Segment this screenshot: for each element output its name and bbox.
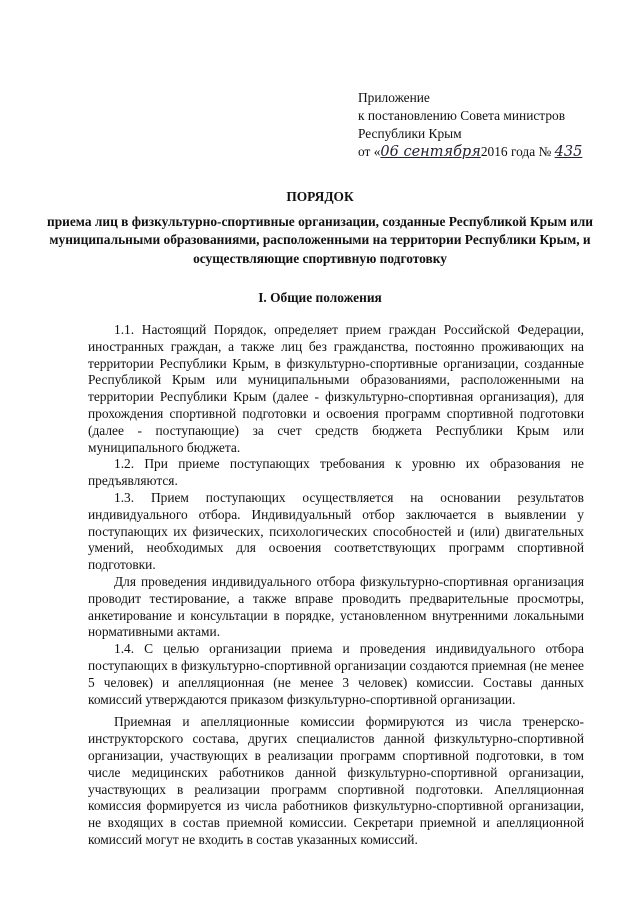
document-body bbox=[88, 322, 584, 849]
paragraph-selection: Для проведения индивидуального отбора физкультурно-спортивная организация проводит тестирование, а также вправе проводить предварительные просмотры, анкетирование и консультации в порядке, установленном внутренними локальными нормативными актами. bbox=[88, 573, 584, 640]
paragraph-1-2: 1.2. При приеме поступающих требования к уровню их образования не предъявляются. bbox=[88, 456, 584, 489]
appendix-header bbox=[358, 89, 582, 161]
document-subtitle: приема лиц в физкультурно-спортивные организации, созданные Республикой Крым или муниципальными образованиями, расположенными на территории Республики Крым, и осуществляющие спортивную подготовку bbox=[46, 213, 593, 266]
document-title-block bbox=[40, 188, 600, 268]
paragraph-1-3: 1.3. Прием поступающих осуществляется на основании результатов индивидуального отбора. Индивидуальный отбор заключается в выявлении у поступающих их физических, психологических способностей и (или) двигательных умений, необходимых для освоения соответствующих программ спортивной подготовки. bbox=[88, 489, 584, 573]
date-prefix: от « bbox=[358, 144, 381, 159]
appendix-date-line bbox=[358, 143, 582, 161]
appendix-resolution-line: к постановлению Совета министров bbox=[358, 108, 566, 123]
section-heading: I. Общие положения bbox=[258, 290, 382, 305]
document-title: ПОРЯДОК bbox=[286, 189, 354, 204]
paragraph-1-1: 1.1. Настоящий Порядок, определяет прием граждан Российской Федерации, иностранных граждан, а также лиц без гражданства, постоянно проживающих на территории Республики Крым, в физкультурно-спортивные организации, созданные Республикой Крым или муниципальными образованиями, расположенными на территории Республики Крым (далее - физкультурно-спортивная организация), для прохождения спортивной подготовки и освоения программ спортивной подготовки (далее - поступающие) за счет средств бюджета Республики Крым или муниципального бюджета. bbox=[88, 322, 584, 455]
handwritten-number: 435 bbox=[554, 144, 583, 160]
handwritten-date: 06 сентября bbox=[380, 144, 481, 160]
paragraph-commissions: Приемная и апелляционные комиссии формируются из числа тренерско-инструкторского состава, других специалистов данной физкультурно-спортивной организации, участвующих в реализации программ спортивной подготовки, в том числе медицинских работников данной физкультурно-спортивной организации, участвующих в реализации программ спортивной подготовки. Апелляционная комиссия формируется из числа работников физкультурно-спортивной организации, не входящих в состав приемной комиссии. Секретари приемной и апелляционной комиссий могут не входить в состав указанных комиссий. bbox=[88, 714, 584, 847]
appendix-republic-line: Республики Крым bbox=[358, 126, 462, 141]
paragraph-1-4: 1.4. С целью организации приема и проведения индивидуального отбора поступающих в физкультурно-спортивной организации создаются приемная (не менее 5 человек) и апелляционная (не менее 3 человек) комиссии. Составы данных комиссий утверждаются приказом физкультурно-спортивной организации. bbox=[88, 641, 584, 707]
date-suffix: 2016 года № bbox=[480, 144, 552, 159]
appendix-label: Приложение bbox=[358, 90, 430, 105]
